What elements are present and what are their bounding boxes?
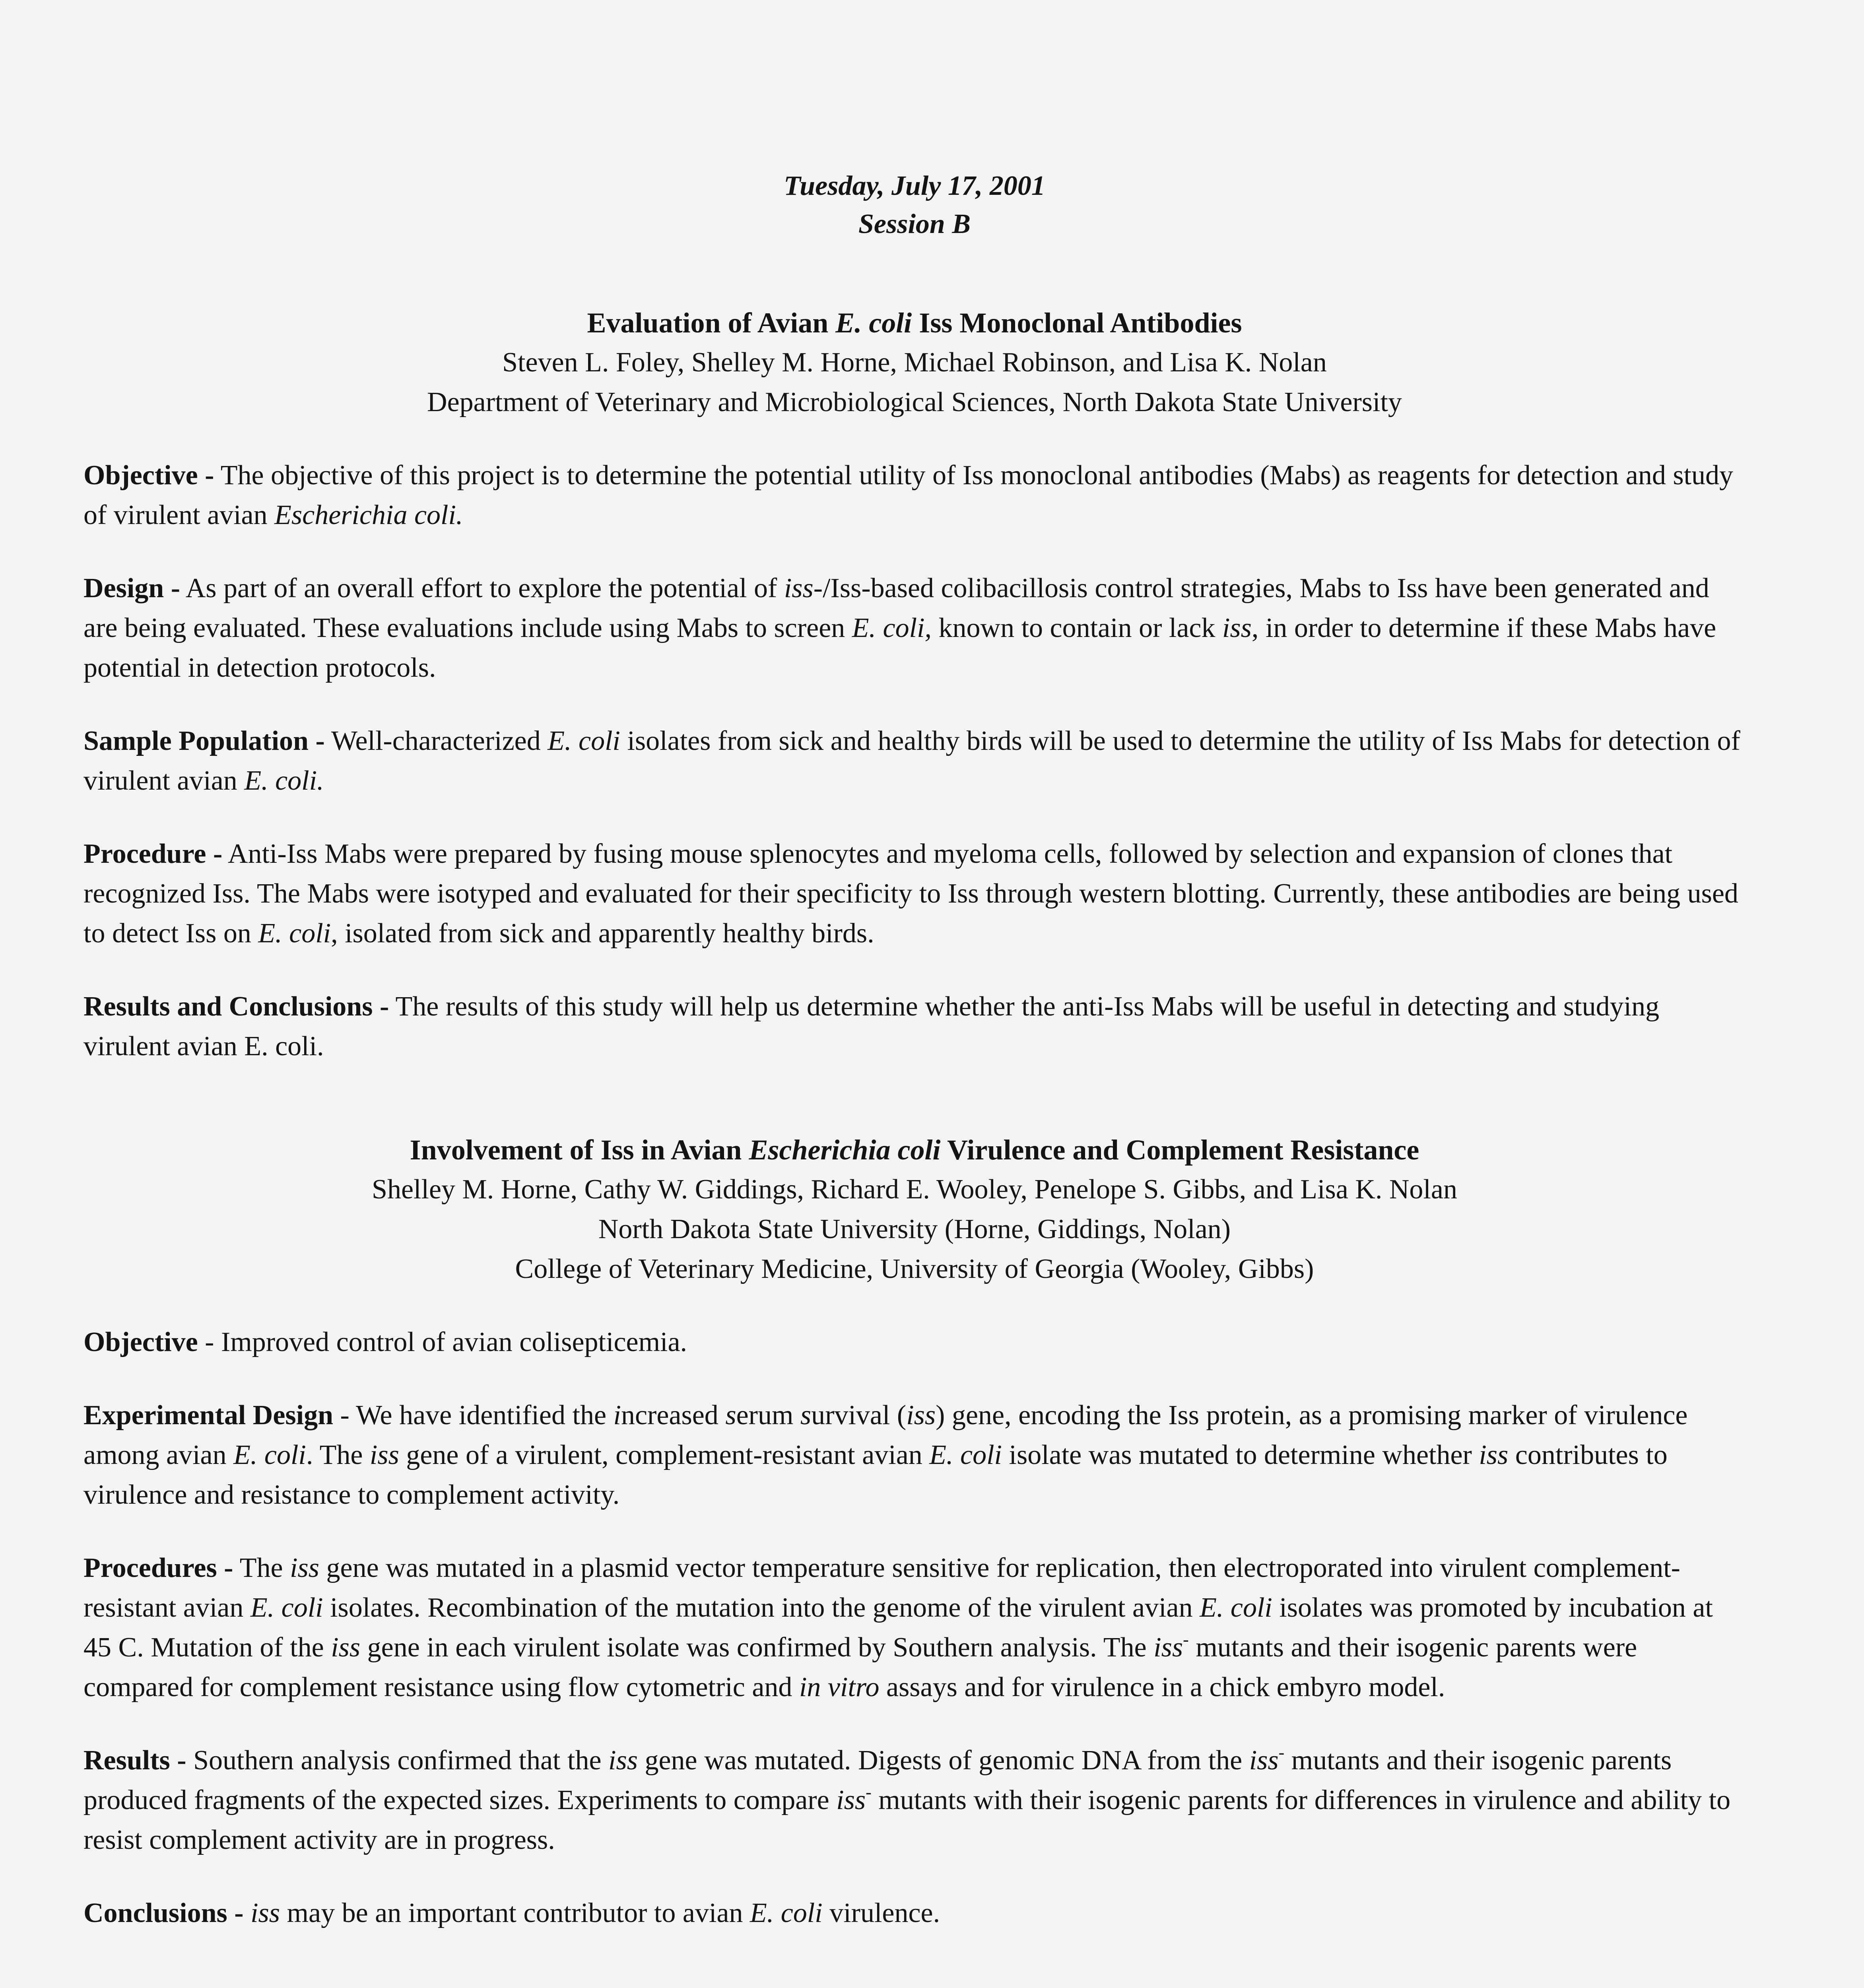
article2-authors: Shelley M. Horne, Cathy W. Giddings, Richard E. Wooley, Penelope S. Gibbs, and Lisa K. Nolan [372,1174,1457,1205]
article1-objective: Objective - The objective of this project is to determine the potential utility of Iss monoclonal antibodies (Mabs) as reagents for detection and study of virulent avian Escherichia coli. [83,460,1734,530]
article2-affiliation-2: College of Veterinary Medicine, University of Georgia (Wooley, Gibbs) [515,1254,1314,1284]
article1-title: Evaluation of Avian E. coli Iss Monoclonal Antibodies [587,307,1242,339]
article2-title: Involvement of Iss in Avian Escherichia coli Virulence and Complement Resistance [410,1134,1419,1166]
page-content [83,167,1746,1933]
article1-procedure: Procedure - Anti-Iss Mabs were prepared by fusing mouse splenocytes and myeloma cells, followed by selection and expansion of clones that recognized Iss. The Mabs were isotyped and evaluated for their specificity to Iss through western blotting. Currently, these antibodies are being used to detect Iss on E. coli, isolated from sick and apparently healthy birds. [83,839,1738,949]
article2-procedures: Procedures - The iss gene was mutated in a plasmid vector temperature sensitive for replication, then electroporated into virulent complement-resistant avian E. coli isolates. Recombination of the mutation into the genome of the virulent avian E. coli isolates was promoted by incubation at 45 C. Mutation of the iss gene in each virulent isolate was confirmed by Southern analysis. The iss- mutants and their isogenic parents were compared for complement resistance using flow cytometric and in vitro assays and for virulence in a chick embyro model. [83,1553,1713,1703]
article1-sample-population: Sample Population - Well-characterized E. coli isolates from sick and healthy birds will be used to determine the utility of Iss Mabs for detection of virulent avian E. coli. [83,726,1740,796]
article2-objective: Objective - Improved control of avian colisepticemia. [83,1327,687,1357]
article2-results: Results - Southern analysis confirmed that the iss gene was mutated. Digests of genomic DNA from the iss- mutants and their isogenic parents produced fragments of the expected sizes. Experiments to compare iss- mutants with their isogenic parents for differences in virulence and ability to resist complement activity are in progress. [83,1743,1731,1855]
session-label: Session B [858,209,971,239]
article1-design: Design - As part of an overall effort to explore the potential of iss-/Iss-based colibacillosis control strategies, Mabs to Iss have been generated and are being evaluated. These evaluations include using Mabs to screen E. coli, known to contain or lack iss, in order to determine if these Mabs have potential in detection protocols. [83,573,1716,683]
article2-experimental-design: Experimental Design - We have identified the increased serum survival (iss) gene, encoding the Iss protein, as a promising marker of virulence among avian E. coli. The iss gene of a virulent, complement-resistant avian E. coli isolate was mutated to determine whether iss contributes to virulence and resistance to complement activity. [83,1400,1688,1510]
session-date: Tuesday, July 17, 2001 [784,171,1045,201]
article1-authors: Steven L. Foley, Shelley M. Horne, Michael Robinson, and Lisa K. Nolan [502,347,1327,378]
article2-affiliation-1: North Dakota State University (Horne, Giddings, Nolan) [598,1214,1231,1244]
article2-conclusions: Conclusions - iss may be an important contributor to avian E. coli virulence. [83,1898,940,1928]
article1-results: Results and Conclusions - The results of this study will help us determine whether the anti-Iss Mabs will be useful in detecting and studying virulent avian E. coli. [83,991,1660,1062]
article1-affiliation: Department of Veterinary and Microbiological Sciences, North Dakota State University [427,387,1402,417]
